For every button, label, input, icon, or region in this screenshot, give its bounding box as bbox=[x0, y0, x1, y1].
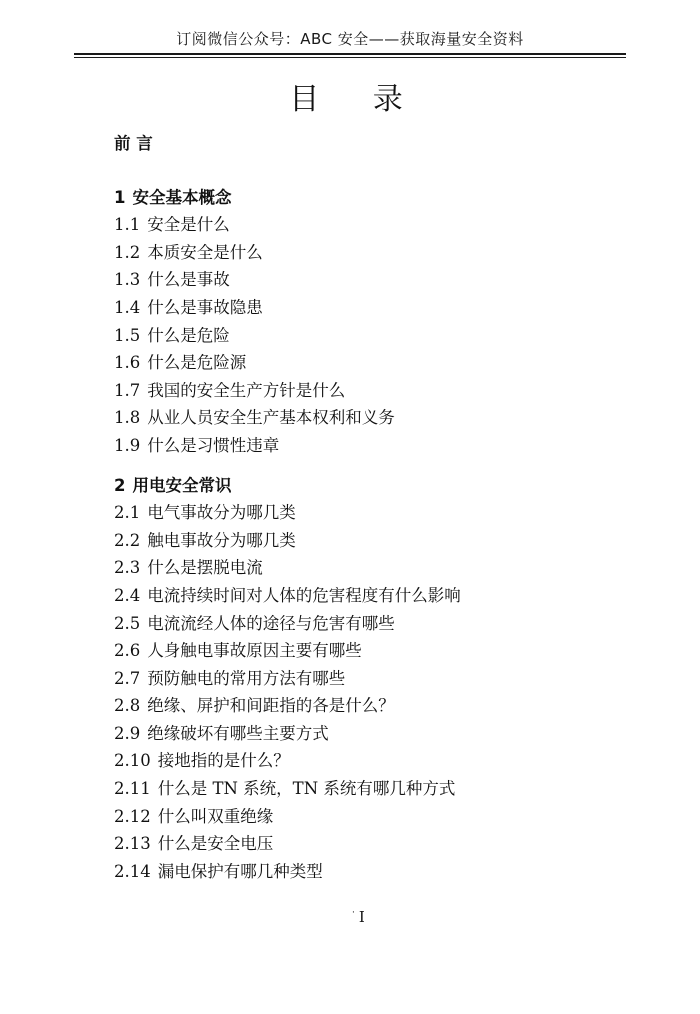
table-of-contents bbox=[114, 130, 634, 885]
toc-entry bbox=[114, 432, 634, 460]
toc-entry bbox=[114, 499, 634, 527]
toc-entry-number: 2.2 bbox=[114, 530, 141, 550]
toc-entry-title: 什么叫双重绝缘 bbox=[157, 806, 274, 826]
toc-gap bbox=[114, 460, 634, 472]
toc-entry-number: 1.6 bbox=[114, 353, 141, 373]
toc-entry-number: 2.9 bbox=[114, 723, 141, 743]
toc-entry-number: 1.2 bbox=[114, 242, 141, 262]
toc-section-title: 用电安全常识 bbox=[132, 475, 232, 495]
toc-entry-number: 2.10 bbox=[114, 751, 151, 771]
toc-section-number: 1 bbox=[114, 187, 126, 207]
toc-entry-number: 2.7 bbox=[114, 668, 141, 688]
toc-entry-title: 什么是安全电压 bbox=[157, 834, 274, 854]
toc-entry-title: 我国的安全生产方针是什么 bbox=[147, 380, 346, 400]
toc-entry bbox=[114, 349, 634, 377]
toc-entry-number: 1.1 bbox=[114, 215, 141, 235]
toc-section-title: 安全基本概念 bbox=[132, 187, 232, 207]
page-number-value: I bbox=[358, 908, 365, 926]
toc-entry bbox=[114, 582, 634, 610]
toc-entry-title: 漏电保护有哪几种类型 bbox=[157, 861, 323, 881]
toc-entry-number: 2.13 bbox=[114, 834, 151, 854]
toc-entry-number: 2.11 bbox=[114, 779, 151, 799]
toc-entry-number: 1.4 bbox=[114, 297, 141, 317]
toc-entry-title: 什么是摆脱电流 bbox=[147, 558, 263, 578]
toc-entry-title: 什么是危险 bbox=[147, 325, 230, 345]
toc-entry bbox=[114, 377, 634, 405]
header-rule bbox=[74, 53, 626, 55]
toc-entry bbox=[114, 404, 634, 432]
toc-entry-number: 1.3 bbox=[114, 270, 141, 290]
toc-entry-title: 电流流经人体的途径与危害有哪些 bbox=[147, 613, 395, 633]
toc-entry-title: 预防触电的常用方法有哪些 bbox=[147, 668, 346, 688]
toc-entry-number: 1.9 bbox=[114, 435, 141, 455]
toc-entry-title: 人身触电事故原因主要有哪些 bbox=[147, 641, 362, 661]
toc-entry bbox=[114, 775, 634, 803]
toc-entry-title: 什么是事故 bbox=[147, 270, 230, 290]
toc-section-heading bbox=[114, 184, 634, 212]
toc-entry-number: 2.4 bbox=[114, 585, 141, 605]
toc-entry bbox=[114, 554, 634, 582]
toc-entry-number: 2.5 bbox=[114, 613, 141, 633]
page-title: 目 录 bbox=[289, 82, 425, 117]
toc-entry bbox=[114, 720, 634, 748]
toc-entry bbox=[114, 803, 634, 831]
toc-entry-number: 2.6 bbox=[114, 641, 141, 661]
toc-entry bbox=[114, 747, 634, 775]
toc-entry bbox=[114, 527, 634, 555]
toc-entry-number: 2.8 bbox=[114, 696, 141, 716]
toc-section-heading bbox=[114, 472, 634, 500]
toc-gap bbox=[114, 158, 634, 184]
toc-entry-number: 1.7 bbox=[114, 380, 141, 400]
toc-entry-title: 什么是习惯性违章 bbox=[147, 435, 280, 455]
toc-entry-number: 1.8 bbox=[114, 408, 141, 428]
page-number-mark: · bbox=[352, 908, 355, 918]
toc-entry-title: 触电事故分为哪几类 bbox=[147, 530, 296, 550]
toc-entry bbox=[114, 211, 634, 239]
toc-entry bbox=[114, 266, 634, 294]
toc-entry bbox=[114, 830, 634, 858]
toc-entry-number: 2.1 bbox=[114, 503, 141, 523]
toc-entry-number: 2.3 bbox=[114, 558, 141, 578]
toc-entry bbox=[114, 665, 634, 693]
running-header: 订阅微信公众号：ABC 安全——获取海量安全资料 bbox=[176, 30, 524, 48]
toc-entry bbox=[114, 294, 634, 322]
toc-entry bbox=[114, 322, 634, 350]
toc-entry-title: 本质安全是什么 bbox=[147, 242, 263, 262]
header-rule-secondary bbox=[74, 57, 626, 58]
page-number bbox=[352, 908, 365, 926]
toc-entry-title: 安全是什么 bbox=[147, 215, 230, 235]
toc-entry-title: 什么是事故隐患 bbox=[147, 297, 263, 317]
toc-entry-title: 电流持续时间对人体的危害程度有什么影响 bbox=[147, 585, 461, 605]
toc-entry bbox=[114, 692, 634, 720]
toc-entry-number: 1.5 bbox=[114, 325, 141, 345]
toc-entry-number: 2.14 bbox=[114, 861, 151, 881]
toc-entry-title: 什么是危险源 bbox=[147, 353, 247, 373]
toc-section-number: 2 bbox=[114, 475, 126, 495]
toc-entry-title: 绝缘破坏有哪些主要方式 bbox=[147, 723, 329, 743]
toc-entry bbox=[114, 637, 634, 665]
toc-entry-title: 从业人员安全生产基本权利和义务 bbox=[147, 408, 395, 428]
toc-entry bbox=[114, 858, 634, 886]
toc-entry-number: 2.12 bbox=[114, 806, 151, 826]
toc-entry-title: 绝缘、屏护和间距指的各是什么？ bbox=[147, 696, 395, 716]
toc-entry bbox=[114, 239, 634, 267]
toc-entry bbox=[114, 610, 634, 638]
toc-entry-title: 接地指的是什么？ bbox=[157, 751, 290, 771]
toc-entry-title: 什么是 TN 系统，TN 系统有哪几种方式 bbox=[157, 779, 456, 799]
toc-entry-title: 电气事故分为哪几类 bbox=[147, 503, 296, 523]
toc-preface: 前 言 bbox=[114, 134, 153, 153]
